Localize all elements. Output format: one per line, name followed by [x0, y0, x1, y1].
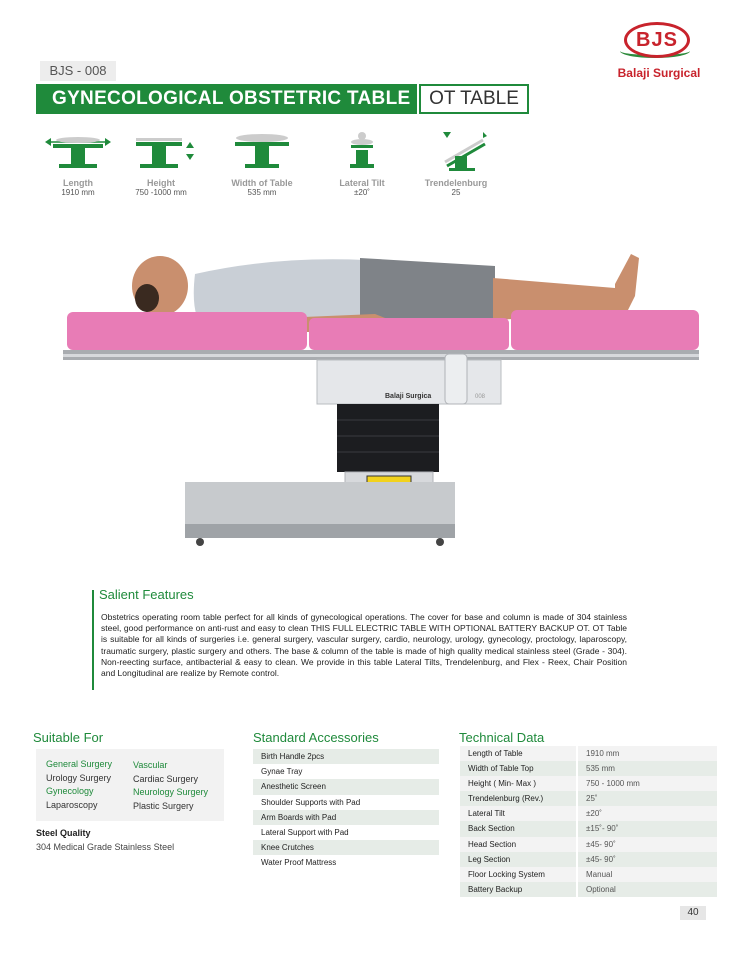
page-title: GYNECOLOGICAL OBSTETRIC TABLE: [36, 84, 417, 114]
patient-shorts: [360, 258, 495, 324]
suitable-item: Plastic Surgery: [133, 800, 194, 811]
spec-trendelenburg: [406, 130, 506, 197]
logo-text: BJS: [636, 28, 678, 51]
mattress-leg: [511, 310, 699, 350]
remote-control: [445, 354, 467, 404]
logo-oval: [624, 22, 690, 58]
suitable-item: Laparoscopy: [46, 799, 98, 810]
suitable-item: Vascular: [133, 760, 168, 770]
technical-row: [460, 837, 717, 852]
technical-key: Trendelenburg (Rev.): [460, 791, 578, 806]
suitable-title: Suitable For: [33, 730, 104, 745]
spec-width: [212, 130, 312, 197]
spec-value: 1910 mm: [61, 188, 95, 197]
accessory-item: Arm Boards with Pad: [253, 810, 439, 825]
technical-value: 1910 mm: [586, 749, 620, 758]
technical-key: Leg Section: [460, 852, 578, 867]
technical-value: 750 - 1000 mm: [586, 779, 640, 789]
spec-label: Lateral Tilt: [339, 178, 385, 188]
mattress-middle: [309, 318, 509, 350]
technical-key: Lateral Tilt: [460, 806, 578, 821]
spec-height: [111, 130, 211, 197]
technical-row: [460, 761, 717, 776]
width-icon: [227, 130, 297, 176]
technical-value: 25˚: [586, 794, 598, 804]
technical-value: ±45- 90˚: [586, 854, 616, 864]
spec-value: 25: [451, 188, 461, 197]
technical-key: Floor Locking System: [460, 867, 578, 882]
product-image: [55, 236, 705, 556]
technical-row: [460, 882, 717, 897]
spec-label: Height: [147, 178, 175, 188]
technical-key: Length of Table: [460, 746, 578, 761]
spec-label: Length: [63, 178, 93, 188]
steel-quality-label: Steel Quality: [36, 828, 91, 838]
spec-value: ±20˚: [354, 188, 370, 197]
accessories-list: [253, 749, 439, 871]
technical-key: Width of Table Top: [460, 761, 578, 776]
brand-name: Balaji Surgical: [617, 66, 701, 80]
technical-value: Optional: [586, 884, 616, 894]
accessory-item: Water Proof Mattress: [261, 858, 337, 868]
spec-label: Trendelenburg: [424, 178, 488, 188]
table-base: [185, 482, 455, 524]
technical-row: [460, 867, 717, 882]
technical-row: [460, 746, 717, 761]
technical-row: [460, 806, 717, 821]
suitable-col-1: [46, 758, 112, 812]
accessory-item: Lateral Support with Pad: [261, 827, 349, 837]
suitable-col-2: [133, 759, 208, 813]
technical-title: Technical Data: [459, 730, 545, 745]
height-icon: [126, 130, 196, 176]
accessory-item: Anesthetic Screen: [253, 779, 439, 794]
salient-title: Salient Features: [99, 587, 194, 602]
accessory-item: Knee Crutches: [253, 840, 439, 855]
technical-value: 535 mm: [586, 764, 615, 774]
technical-key: Back Section: [460, 821, 578, 836]
column-model: 008: [475, 394, 486, 400]
technical-key: Battery Backup: [460, 882, 578, 897]
page-number: 40: [680, 906, 706, 920]
spec-label: Width of Table: [231, 178, 293, 188]
trendelenburg-icon: [421, 130, 491, 176]
technical-key: Head Section: [460, 837, 578, 852]
technical-row: [460, 852, 717, 867]
technical-value: ±15˚- 90˚: [586, 824, 619, 834]
column-label: Balaji Surgica: [385, 393, 432, 400]
column-bellows: [337, 404, 439, 472]
technical-key: Height ( Min- Max ): [460, 776, 578, 791]
technical-value: ±45- 90˚: [586, 839, 616, 849]
salient-divider: [92, 590, 94, 690]
technical-table: [460, 746, 717, 897]
accessory-item: Shoulder Supports with Pad: [261, 797, 361, 807]
brand-logo: [617, 22, 701, 82]
accessory-item: Birth Handle 2pcs: [253, 749, 439, 764]
technical-value: ±20˚: [586, 809, 602, 819]
salient-text: Obstetrics operating room table perfect for all kinds of gynecological operations. The cover for base and column is made of 304 stainless steel, good performance on anti-rust and easy to clean THIS FULL ELECTRIC TABLE WITH OPTIONAL BATTERY BACKUP OT. OT Table is suitable for all kinds of surgeries i.e. general surgery, vascular surgery, cardio, neurology, urology, gynecology, proctology, laparoscopy, traumatic surgery, plastic surgery and others. The base & column of the table is made of high quality medical stainless steel (Grade - 304). Non-reecting surface, antibacterial & easy to clean. We provide in this table Lateral Tilts, Trendelenburg, and Flex - Reex, Chair Position and Longitudinal are realize by Remote control.: [101, 612, 627, 679]
suitable-item: Cardiac Surgery: [133, 773, 199, 784]
spec-value: 750 -1000 mm: [135, 188, 187, 197]
technical-row: [460, 821, 717, 836]
spec-lateral-tilt: [312, 130, 412, 197]
accessory-item: Gynae Tray: [261, 767, 303, 777]
suitable-item: Gynecology: [46, 786, 94, 796]
technical-value: Manual: [586, 869, 613, 879]
technical-row: [460, 791, 717, 806]
accessories-title: Standard Accessories: [253, 730, 379, 745]
suitable-item: Urology Surgery: [46, 772, 112, 783]
spec-value: 535 mm: [247, 188, 277, 197]
mattress-head: [67, 312, 307, 350]
title-tag: OT TABLE: [419, 84, 529, 114]
steel-quality-value: 304 Medical Grade Stainless Steel: [36, 842, 175, 852]
suitable-item: Neurology Surgery: [133, 787, 209, 797]
length-icon: [43, 130, 113, 176]
lateral-tilt-icon: [327, 130, 397, 176]
suitable-item: General Surgery: [46, 759, 113, 769]
technical-row: [460, 776, 717, 791]
model-code: BJS - 008: [40, 61, 116, 81]
